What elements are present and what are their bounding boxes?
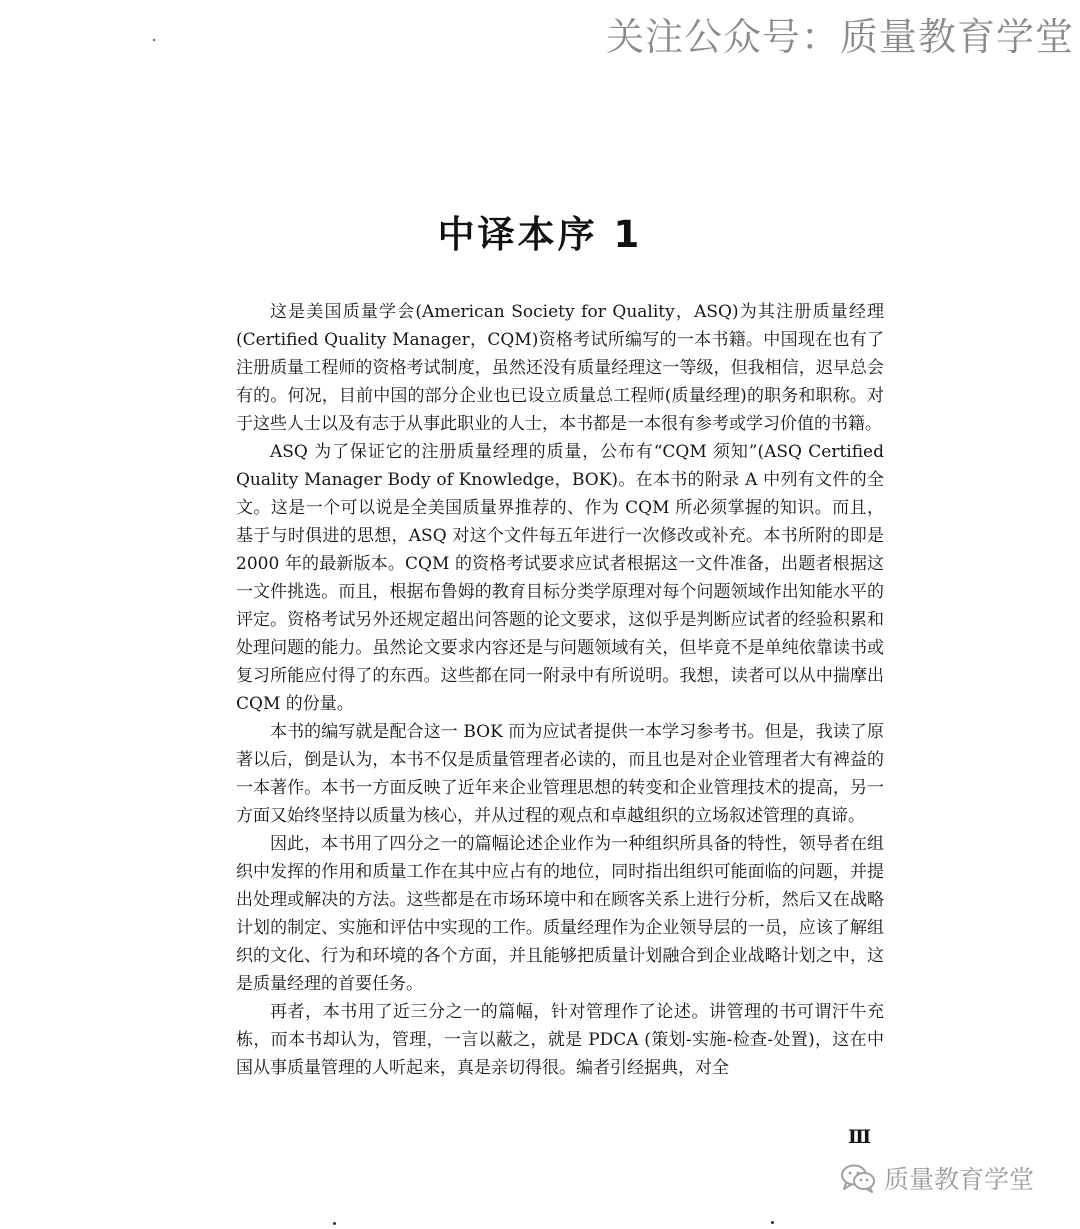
watermark-top: 关注公众号：质量教育学堂 bbox=[605, 15, 1074, 59]
body-text bbox=[236, 298, 884, 1082]
paragraph-2: ASQ 为了保证它的注册质量经理的质量，公布有“CQM 须知”(ASQ Certified Quality Manager Body of Knowledge，BOK)。在本书的附录 A 中列有文件的全文。这是一个可以说是全美国质量界推荐的、作为 CQM 所必须掌握的知识。而且，基于与时俱进的思想，ASQ 对这个文件每五年进行一次修改或补充。本书所附的即是 2000 年的最新版本。CQM 的资格考试要求应试者根据这一文件准备，出题者根据这一文件挑选。而且，根据布鲁姆的教育目标分类学原理对每个问题领域作出知能水平的评定。资格考试另外还规定超出问答题的论文要求，这似乎是判断应试者的经验积累和处理问题的能力。虽然论文要求内容还是与问题领域有关，但毕竟不是单纯依靠读书或复习所能应付得了的东西。这些都在同一附录中有所说明。我想，读者可以从中揣摩出 CQM 的份量。 bbox=[236, 442, 884, 714]
scan-speck bbox=[333, 1222, 336, 1225]
scan-speck bbox=[153, 39, 155, 41]
page-title: 中译本序 1 bbox=[437, 213, 643, 256]
paragraph-1: 这是美国质量学会(American Society for Quality，ASQ)为其注册质量经理(Certified Quality Manager，CQM)资格考试所编写的一本书籍。中国现在也有了注册质量工程师的资格考试制度，虽然还没有质量经理这一等级，但我相信，迟早总会有的。何况，目前中国的部分企业也已设立质量总工程师(质量经理)的职务和职称。对于这些人士以及有志于从事此职业的人士，本书都是一本很有参考或学习价值的书籍。 bbox=[236, 302, 884, 434]
page-number: Ⅲ bbox=[848, 1126, 872, 1148]
watermark-bottom bbox=[840, 1160, 1034, 1196]
watermark-bottom-text: 质量教育学堂 bbox=[884, 1165, 1035, 1194]
paragraph-3: 本书的编写就是配合这一 BOK 而为应试者提供一本学习参考书。但是，我读了原著以后，倒是认为，本书不仅是质量管理者必读的，而且也是对企业管理者大有裨益的一本著作。本书一方面反映了近年来企业管理思想的转变和企业管理技术的提高，另一方面又始终坚持以质量为核心，并从过程的观点和卓越组织的立场叙述管理的真谛。 bbox=[236, 722, 884, 826]
paragraph-4: 因此，本书用了四分之一的篇幅论述企业作为一种组织所具备的特性，领导者在组织中发挥的作用和质量工作在其中应占有的地位，同时指出组织可能面临的问题，并提出处理或解决的方法。这些都是在市场环境中和在顾客关系上进行分析，然后又在战略计划的制定、实施和评估中实现的工作。质量经理作为企业领导层的一员，应该了解组织的文化、行为和环境的各个方面，并且能够把质量计划融合到企业战略计划之中，这是质量经理的首要任务。 bbox=[236, 834, 884, 994]
scan-speck bbox=[771, 1221, 774, 1224]
wechat-icon bbox=[840, 1163, 876, 1193]
paragraph-5: 再者，本书用了近三分之一的篇幅，针对管理作了论述。讲管理的书可谓汗牛充栋，而本书却认为，管理，一言以蔽之，就是 PDCA (策划-实施-检查-处置)，这在中国从事质量管理的人听起来，真是亲切得很。编者引经据典，对全 bbox=[236, 1002, 884, 1078]
